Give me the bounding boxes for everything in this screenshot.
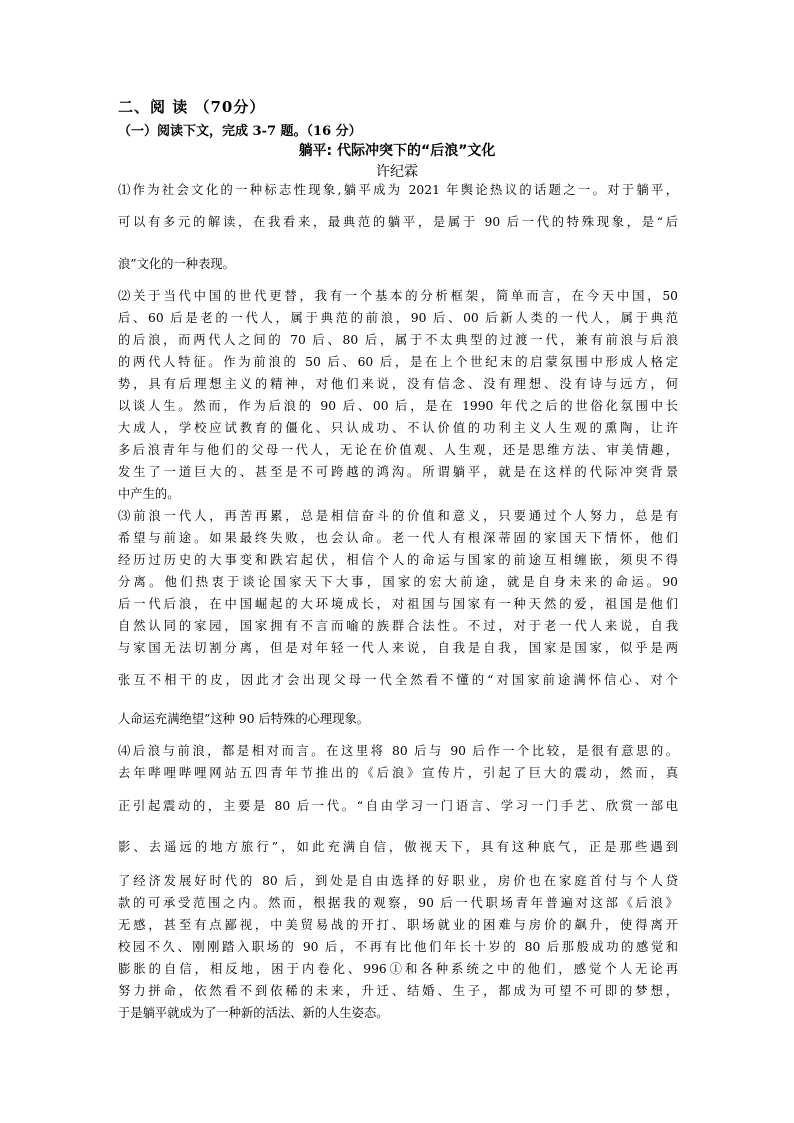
text-line: 以谈人生。然而，作为后浪的 90 后、00 后，是在 1990 年代之后的世俗化氛围中长 bbox=[118, 399, 678, 413]
section-heading: 二、阅 读 （70分） bbox=[118, 98, 266, 116]
text-line: 张互不相干的皮，因此才会出现父母一代全然看不懂的“对国家前途满怀信心、对个 bbox=[118, 673, 678, 687]
article-title: 躺平: 代际冲突下的“后浪”文化 bbox=[298, 143, 496, 159]
text-line: 去年哔哩哔哩网站五四青年节推出的《后浪》宣传片，引起了巨大的震动，然而，真 bbox=[118, 766, 678, 780]
text-line: 自然认同的家园，国家拥有不言而喻的族群合法性。不过，对于老一代人来说，自我 bbox=[118, 619, 678, 633]
text-line: 款的可承受范围之内。然而，根据我的观察，90 后一代职场青年普遍对这部《后浪》 bbox=[118, 896, 678, 910]
text-line: ⑶前浪一代人，再苦再累，总是相信奋斗的价值和意义，只要通过个人努力，总是有 bbox=[118, 509, 678, 523]
text-line: 可以有多元的解读，在我看来，最典范的躺平，是属于 90 后一代的特殊现象，是“后 bbox=[118, 215, 678, 229]
text-line: 于是躺平就成为了一种新的活法、新的人生姿态。 bbox=[118, 1006, 389, 1020]
article-author: 许纪霖 bbox=[376, 164, 418, 180]
text-line: 多后浪青年与他们的父母一代人，无论在价值观、人生观，还是思维方法、审美情趣， bbox=[118, 443, 678, 457]
text-line: 经历过历史的大事变和跌宕起伏，相信个人的命运与国家的前途互相缠嵌，须臾不得 bbox=[118, 553, 678, 567]
text-line: ⑷后浪与前浪，都是相对而言。在这里将 80 后与 90 后作一个比较，是很有意思的。 bbox=[118, 744, 678, 758]
text-line: 势，具有后理想主义的精神，对他们来说，没有信念、没有理想、没有诗与远方，何 bbox=[118, 377, 678, 391]
text-line: 了经济发展好时代的 80 后，到处是自由选择的好职业，房价也在家庭首付与个人贷 bbox=[118, 874, 678, 888]
text-line: 发生了一道巨大的、甚至是不可跨越的鸿沟。所谓躺平，就是在这样的代际冲突背景 bbox=[118, 465, 678, 479]
text-line: 希望与前途。如果最终失败，也会认命。老一代人有根深蒂固的家国天下情怀，他们 bbox=[118, 531, 678, 545]
text-line: 影、去遥远的地方旅行”，如此充满自信，傲视天下，具有这种底气，正是那些遇到 bbox=[118, 840, 678, 854]
text-line: 努力拼命，依然看不到依稀的未来，升迁、结婚、生子，都成为可望不可即的梦想， bbox=[118, 984, 678, 998]
text-line: ⑵关于当代中国的世代更替，我有一个基本的分析框架，简单而言，在今天中国，50 bbox=[118, 289, 678, 303]
text-line: 分离。他们热衷于谈论国家天下大事，国家的宏大前途，就是自身未来的命运。90 bbox=[118, 575, 678, 589]
text-line: 后一代后浪，在中国崛起的大环境成长，对祖国与国家有一种天然的爱，祖国是他们 bbox=[118, 597, 678, 611]
text-line: 人命运充满绝望”这种 90 后特殊的心理现象。 bbox=[118, 712, 370, 726]
text-line: 后、60 后是老的一代人，属于典范的前浪，90 后、00 后新人类的一代人，属于典范 bbox=[118, 311, 678, 325]
text-line: 与家国无法切割分离，但是对年轻一代人来说，自我是自我，国家是国家，似乎是两 bbox=[118, 641, 678, 655]
text-line: 浪”文化的一种表现。 bbox=[118, 257, 235, 271]
text-line: 膨胀的自信，相反地，困于内卷化、996①和各种系统之中的他们，感觉个人无论再 bbox=[118, 962, 678, 976]
text-line: ⑴作为社会文化的一种标志性现象,躺平成为 2021 年舆论热议的话题之一。对于躺平， bbox=[118, 183, 678, 197]
question-instruction: （一）阅读下文，完成 3-7 题。（16 分） bbox=[118, 124, 362, 139]
text-line: 大成人，学校应试教育的僵化、只认成功、不认价值的功利主义人生观的熏陶，让许 bbox=[118, 421, 678, 435]
text-line: 校园不久、刚刚踏入职场的 90 后，不再有比他们年长十岁的 80 后那般成功的感觉和 bbox=[118, 940, 678, 954]
text-line: 的两代人特征。作为前浪的 50 后、60 后，是在上个世纪末的启蒙氛围中形成人格定 bbox=[118, 355, 678, 369]
text-line: 中产生的。 bbox=[118, 487, 180, 501]
text-line: 正引起震动的，主要是 80 后一代。“自由学习一门语言、学习一门手艺、欣赏一部电 bbox=[118, 799, 678, 813]
text-line: 的后浪，而两代人之间的 70 后、80 后，属于不太典型的过渡一代，兼有前浪与后浪 bbox=[118, 333, 678, 347]
text-line: 无感，甚至有点鄙视，中美贸易战的开打、职场就业的困难与房价的飙升，使得离开 bbox=[118, 918, 678, 932]
